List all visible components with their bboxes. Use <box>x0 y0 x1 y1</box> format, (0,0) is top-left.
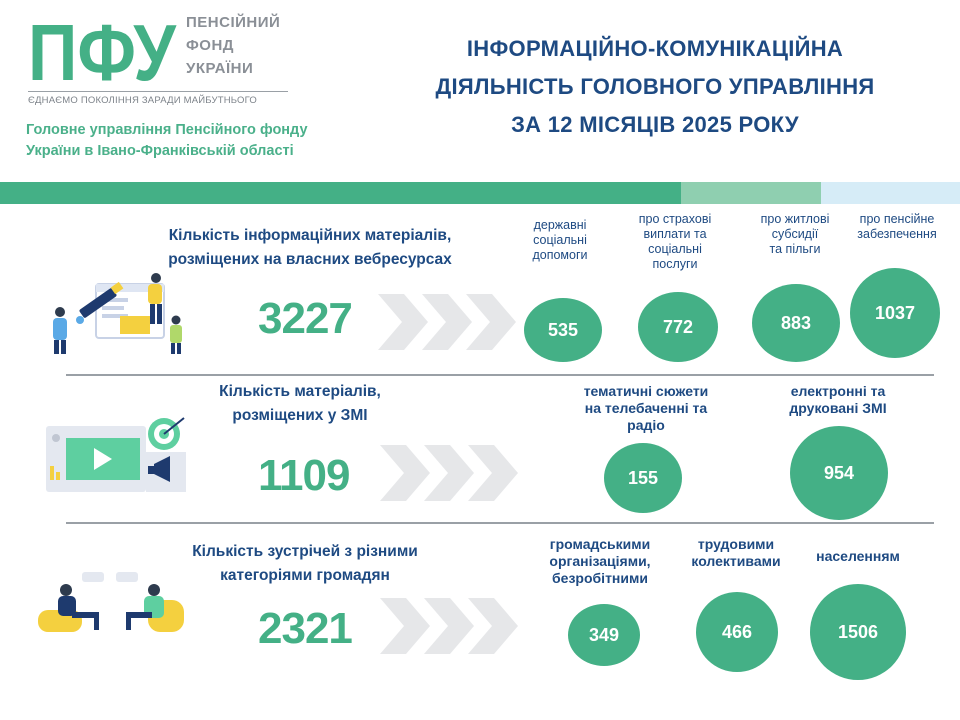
chevron-arrows-icon <box>380 598 520 654</box>
section-3-category-1-value: 349 <box>568 604 640 666</box>
category-label-line: державні <box>533 218 587 232</box>
section-3-category-1-label <box>532 536 668 587</box>
page-title-line-1: ІНФОРМАЦІЙНО-КОМУНІКАЦІЙНА <box>466 36 844 61</box>
header-band-light-green <box>681 182 821 204</box>
section-1-category-4-value: 1037 <box>850 268 940 358</box>
category-label-line: забезпечення <box>857 227 937 241</box>
section-1-category-4-label <box>844 212 950 242</box>
category-label-line: безробітними <box>552 570 648 586</box>
category-label-line: про страхові <box>638 212 712 226</box>
section-3-category-3-label <box>796 548 920 565</box>
category-label-line: субсидії <box>771 227 819 241</box>
section-1-label-line-2: розміщених на власних вебресурсах <box>168 251 452 268</box>
logo-name-line-1: ПЕНСІЙНИЙ <box>186 14 281 31</box>
section-1-category-2-value: 772 <box>638 292 718 362</box>
section-2-total: 1109 <box>258 451 350 500</box>
media-video-target-illustration <box>38 416 188 496</box>
section-1-category-3-value: 883 <box>752 284 840 362</box>
category-label-line: про пенсійне <box>859 212 935 226</box>
logo-divider <box>28 91 288 92</box>
chevron-arrows-icon <box>380 445 520 501</box>
office-name-line-2: України в Івано-Франківській області <box>26 143 294 159</box>
category-label-line: послуги <box>652 257 698 271</box>
category-label-line: друковані ЗМІ <box>789 400 887 416</box>
section-3-label <box>160 540 450 588</box>
header-band-light-blue <box>821 182 960 204</box>
section-2-category-1-value: 155 <box>604 443 682 513</box>
category-label-line: колективами <box>691 553 781 569</box>
section-2-label-line-2: розміщених у ЗМІ <box>232 407 368 424</box>
header-band-green <box>0 182 681 204</box>
page-title-line-2: ДІЯЛЬНІСТЬ ГОЛОВНОГО УПРАВЛІННЯ <box>435 74 875 99</box>
logo-name-line-3: УКРАЇНИ <box>186 60 254 77</box>
section-3-label-line-2: категоріями громадян <box>220 567 390 584</box>
logo-name-line-2: ФОНД <box>186 37 234 54</box>
section-2-category-2-value: 954 <box>790 426 888 520</box>
section-1-category-2-label <box>622 212 728 272</box>
category-label-line: про житлові <box>760 212 830 226</box>
category-label-line: організаціями, <box>549 553 651 569</box>
section-3-category-2-value: 466 <box>696 592 778 672</box>
office-name-line-1: Головне управління Пенсійного фонду <box>26 122 308 138</box>
section-3-category-2-label <box>676 536 796 570</box>
section-1-category-3-label <box>740 212 850 257</box>
section-1-total: 3227 <box>258 294 352 343</box>
section-divider-1 <box>66 374 934 376</box>
section-3-total: 2321 <box>258 604 352 653</box>
category-label-line: громадськими <box>549 536 651 552</box>
category-label-line: виплати та <box>643 227 707 241</box>
section-2-category-1-label <box>562 383 730 434</box>
category-label-line: радіо <box>627 417 665 433</box>
section-2-label <box>180 380 420 428</box>
pfu-logo-mark <box>28 14 178 86</box>
category-label-line: допомоги <box>532 248 588 262</box>
section-2-label-line-1: Кількість матеріалів, <box>219 383 381 400</box>
section-divider-2 <box>66 522 934 524</box>
section-1-label-line-1: Кількість інформаційних матеріалів, <box>168 227 452 244</box>
pfu-logo-text: ПФУ <box>28 14 178 86</box>
web-content-team-illustration <box>38 268 188 356</box>
category-label-line: на телебаченні та <box>584 400 708 416</box>
page-title-line-3: ЗА 12 МІСЯЦІВ 2025 РОКУ <box>511 112 799 137</box>
section-3-category-3-value: 1506 <box>810 584 906 680</box>
section-1-label <box>140 224 480 272</box>
category-label-line: тематичні сюжети <box>583 383 709 399</box>
category-label-line: соціальні <box>648 242 702 256</box>
category-label-line: електронні та <box>790 383 886 399</box>
chevron-arrows-icon <box>378 294 518 350</box>
section-2-category-2-label <box>768 383 908 417</box>
category-label-line: населенням <box>816 548 900 564</box>
section-1-category-1-value: 535 <box>524 298 602 362</box>
section-1-category-1-label <box>514 218 606 263</box>
logo-slogan: ЄДНАЄМО ПОКОЛІННЯ ЗАРАДИ МАЙБУТНЬОГО <box>28 95 257 106</box>
category-label-line: трудовими <box>697 536 775 552</box>
section-3-label-line-1: Кількість зустрічей з різними <box>192 543 418 560</box>
category-label-line: соціальні <box>533 233 587 247</box>
category-label-line: та пільги <box>769 242 821 256</box>
